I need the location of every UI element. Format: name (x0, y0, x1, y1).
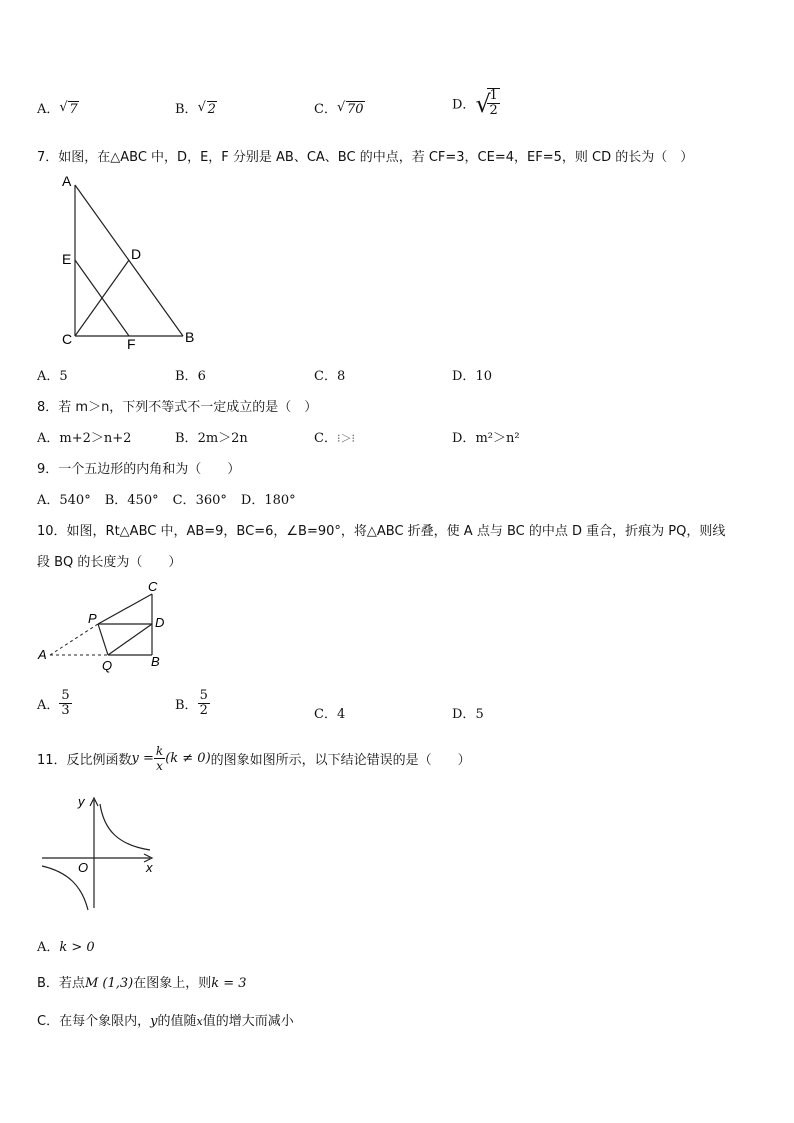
q8-option-c: C．⁝＞⁝ (314, 431, 355, 446)
q11-question-text: 11．反比例函数y = $\frac{k}{x}$ (k ≠ 0)的图象如图所示，以下结论错误的是（ ） (37, 744, 471, 773)
q7-option-a: A．5 (37, 369, 68, 384)
q8-option-d: D．m²＞n² (452, 431, 520, 446)
q10-option-b: B． $\frac{5}{2}$ (175, 688, 208, 718)
q7-option-b: B．6 (175, 369, 206, 384)
q6-option-d: D． √ $\frac{1}{2}$ (452, 88, 498, 118)
sqrt-expression: √ 7 (59, 100, 78, 117)
axis-label-y: y (78, 794, 85, 809)
q6-option-a: A． √ 7 (37, 100, 78, 117)
q8-question-text: 8．若 m＞n，下列不等式不一定成立的是（ ） (37, 400, 318, 415)
fraction: $\frac{5}{2}$ (199, 688, 208, 718)
q11-option-a: A．k > 0 (37, 940, 95, 955)
point-label-p: P (88, 611, 97, 626)
q10-question-text-line1: 10．如图，Rt△ABC 中，AB=9，BC=6，∠B=90°，将△ABC 折叠，使 A 点与 BC 的中点 D 重合，折痕为 PQ，则线 (37, 524, 726, 539)
q8-option-b: B．2m＞2n (175, 431, 248, 446)
q9-option-c: C．360° (172, 493, 227, 508)
point-label-b: B (151, 654, 160, 669)
point-label-f: F (127, 336, 136, 352)
point-label-c: C (148, 579, 158, 594)
q11-option-c: C．在每个象限内，y的值随x值的增大而减小 (37, 1014, 294, 1029)
point-label-a: A (62, 173, 72, 189)
q11-option-b: B．若点M (1,3)在图象上，则k = 3 (37, 976, 247, 991)
axis-label-x: x (146, 860, 153, 875)
q7-option-c: C．8 (314, 369, 346, 384)
origin-label: O (78, 860, 89, 875)
q9-option-a: A．540° (37, 493, 91, 508)
q10-option-c: C．4 (314, 707, 346, 722)
q6-option-b: B． √ 2 (175, 100, 216, 117)
point-label-a: A (38, 647, 47, 662)
q10-option-d: D．5 (452, 707, 484, 722)
point-label-q: Q (102, 658, 113, 673)
q10-fold-figure (30, 578, 175, 673)
q9-options-row (37, 489, 296, 508)
q10-question-text-line2: 段 BQ 的长度为（ ） (37, 555, 182, 570)
point-label-d: D (131, 246, 142, 262)
point-label-b: B (185, 329, 195, 345)
q7-triangle-figure (55, 170, 205, 355)
q9-question-text: 9．一个五边形的内角和为（ ） (37, 462, 241, 477)
q7-option-d: D．10 (452, 369, 492, 384)
fraction: $\frac{5}{3}$ (61, 688, 70, 718)
point-label-c: C (62, 331, 73, 347)
fraction: $\frac{k}{x}$ (155, 744, 164, 773)
q7-question-text: 7．如图，在△ABC 中，D，E，F 分别是 AB、CA、BC 的中点，若 CF=3，CE=4，EF=5，则 CD 的长为（ ） (37, 150, 694, 165)
q10-option-a: A． $\frac{5}{3}$ (37, 688, 70, 718)
q8-option-a: A．m+2＞n+2 (37, 431, 132, 446)
q9-option-d: D．180° (240, 493, 296, 508)
point-label-d: D (155, 615, 165, 630)
q6-option-c: C． √ 70 (314, 100, 364, 117)
q11-hyperbola-graph (38, 790, 163, 915)
q9-option-b: B．450° (104, 493, 159, 508)
point-label-e: E (62, 251, 72, 267)
